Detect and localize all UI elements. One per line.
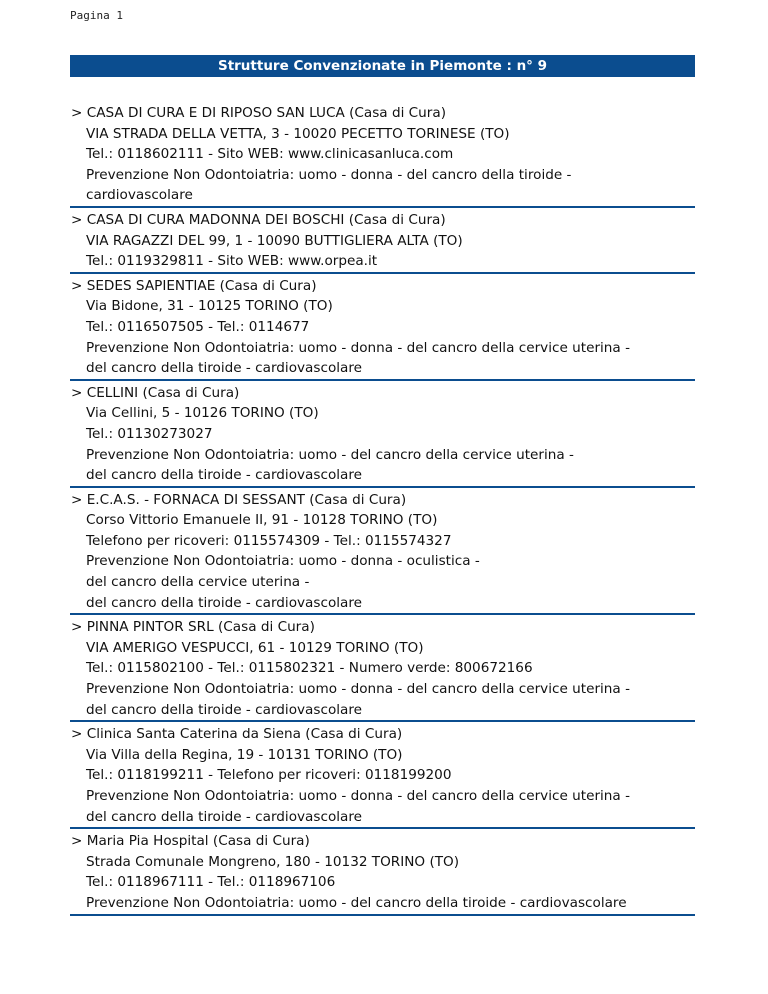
- facility-entry: [70, 617, 695, 722]
- facility-detail-line: Prevenzione Non Odontoiatria: uomo - donna - del cancro della cervice uterina -: [86, 788, 630, 804]
- facility-detail-line: Tel.: 0116507505 - Tel.: 0114677: [86, 318, 310, 335]
- facility-detail-line: del cancro della tiroide - cardiovascolare: [86, 467, 363, 484]
- facility-name: > CELLINI (Casa di Cura): [71, 384, 240, 401]
- facility-name: > CASA DI CURA MADONNA DEI BOSCHI (Casa di Cura): [71, 211, 446, 228]
- facility-detail-line: Prevenzione Non Odontoiatria: uomo - donna - del cancro della cervice uterina -: [86, 681, 630, 698]
- facility-detail-line: del cancro della tiroide - cardiovascolare: [86, 701, 363, 718]
- facility-entry: [70, 210, 695, 274]
- facility-detail-line: Tel.: 01130273027: [86, 425, 213, 442]
- facility-detail-line: Tel.: 0118199211 - Telefono per ricoveri: 0118199200: [86, 767, 452, 784]
- facility-detail-line: Prevenzione Non Odontoiatria: uomo - donna - oculistica -: [86, 553, 480, 570]
- facility-detail-line: Corso Vittorio Emanuele II, 91 - 10128 TORINO (TO): [86, 512, 438, 529]
- facility-detail-line: del cancro della tiroide - cardiovascolare: [86, 808, 363, 825]
- facility-detail-line: Tel.: 0118967111 - Tel.: 0118967106: [86, 874, 336, 891]
- facility-detail-line: Tel.: 0119329811 - Sito WEB: www.orpea.it: [86, 253, 378, 270]
- facility-detail-line: del cancro della tiroide - cardiovascolare: [86, 360, 363, 377]
- facility-entry: [70, 103, 695, 208]
- facility-entry: [70, 831, 695, 915]
- facility-detail-line: Prevenzione Non Odontoiatria: uomo - del cancro della cervice uterina -: [86, 446, 574, 463]
- facility-entry: [70, 490, 695, 616]
- facility-detail-line: Prevenzione Non Odontoiatria: uomo - donna - del cancro della tiroide -: [86, 166, 572, 183]
- banner-title: Strutture Convenzionate in Piemonte : n° 9: [217, 58, 548, 74]
- facility-detail-line: Tel.: 0118602111 - Sito WEB: www.clinicasanluca.com: [86, 146, 454, 163]
- facility-detail-line: Prevenzione Non Odontoiatria: uomo - del cancro della tiroide - cardiovascolare: [86, 894, 627, 911]
- facility-name: > CASA DI CURA E DI RIPOSO SAN LUCA (Casa di Cura): [71, 105, 447, 121]
- facility-detail-line: Prevenzione Non Odontoiatria: uomo - donna - del cancro della cervice uterina -: [86, 339, 630, 356]
- facility-detail-line: cardiovascolare: [86, 187, 193, 204]
- page-number: Pagina 1: [70, 9, 123, 22]
- facility-detail-line: del cancro della tiroide - cardiovascolare: [86, 594, 363, 611]
- facility-list: [70, 103, 695, 918]
- facility-detail-line: VIA RAGAZZI DEL 99, 1 - 10090 BUTTIGLIERA ALTA (TO): [86, 232, 463, 249]
- facility-detail-line: VIA STRADA DELLA VETTA, 3 - 10020 PECETTO TORINESE (TO): [86, 125, 510, 142]
- facility-name: > PINNA PINTOR SRL (Casa di Cura): [71, 619, 315, 636]
- facility-entry: [70, 276, 695, 381]
- facility-entry: [70, 724, 695, 829]
- facility-detail-line: Via Villa della Regina, 19 - 10131 TORINO (TO): [86, 746, 403, 763]
- facility-detail-line: VIA AMERIGO VESPUCCI, 61 - 10129 TORINO (TO): [86, 639, 424, 656]
- facility-detail-line: del cancro della cervice uterina -: [86, 574, 310, 591]
- facility-name: > Clinica Santa Caterina da Siena (Casa di Cura): [71, 726, 403, 743]
- facility-detail-line: Via Cellini, 5 - 10126 TORINO (TO): [86, 405, 319, 422]
- facility-detail-line: Telefono per ricoveri: 0115574309 - Tel.: 0115574327: [86, 532, 452, 549]
- facility-name: > SEDES SAPIENTIAE (Casa di Cura): [71, 277, 317, 294]
- facility-detail-line: Strada Comunale Mongreno, 180 - 10132 TORINO (TO): [86, 853, 460, 870]
- facility-name: > E.C.A.S. - FORNACA DI SESSANT (Casa di Cura): [71, 491, 407, 508]
- facility-detail-line: Via Bidone, 31 - 10125 TORINO (TO): [86, 298, 333, 315]
- section-banner: [70, 55, 695, 77]
- facility-name: > Maria Pia Hospital (Casa di Cura): [71, 833, 310, 850]
- facility-detail-line: Tel.: 0115802100 - Tel.: 0115802321 - Numero verde: 800672166: [86, 660, 533, 677]
- facility-entry: [70, 383, 695, 488]
